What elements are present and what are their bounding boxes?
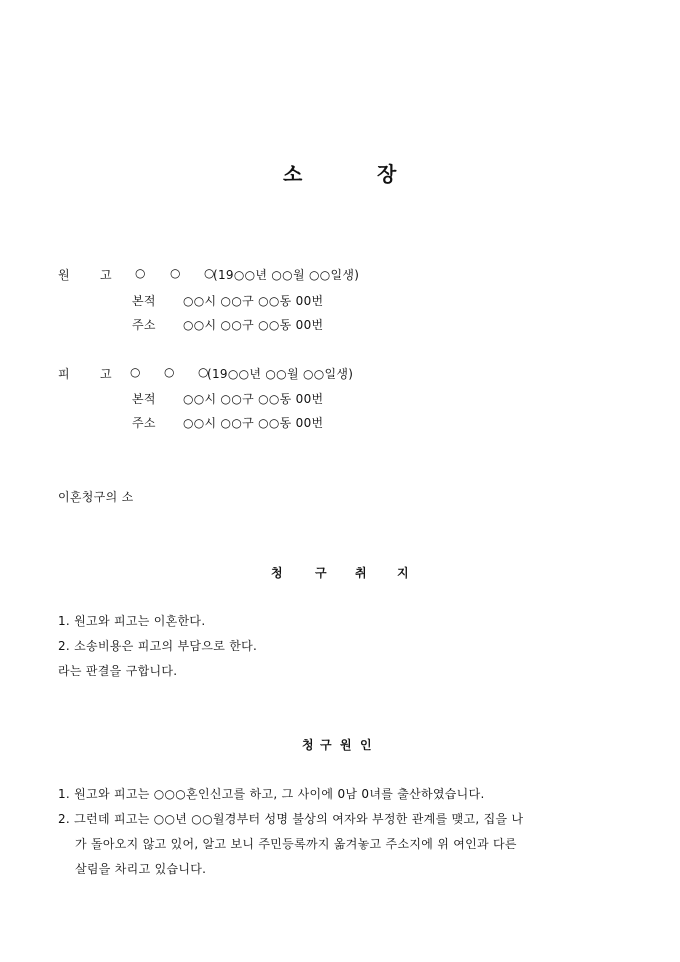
defendant-domicile: ○○시 ○○구 ○○동 00번 xyxy=(183,392,324,406)
defendant-name-3: ○ xyxy=(198,365,209,379)
plaintiff-domicile-label: 본적 xyxy=(132,294,156,308)
defendant-address: ○○시 ○○구 ○○동 00번 xyxy=(183,416,324,430)
claim-purpose-heading-char: 지 xyxy=(397,566,409,580)
claim-purpose-closing: 라는 판결을 구합니다. xyxy=(58,664,178,678)
plaintiff-name-1: ○ xyxy=(135,266,146,280)
defendant-name-2: ○ xyxy=(164,365,175,379)
claim-cause-item-2-line-3: 살림을 차리고 있습니다. xyxy=(75,862,207,876)
plaintiff-name-2: ○ xyxy=(170,266,181,280)
defendant-address-label: 주소 xyxy=(132,416,156,430)
defendant-role-1: 피 xyxy=(58,367,70,381)
claim-purpose-heading-char: 취 xyxy=(355,566,367,580)
claim-purpose-heading-char: 청 xyxy=(271,566,283,580)
defendant-role-2: 고 xyxy=(100,367,112,381)
claim-cause-item-2-line-1: 2. 그런데 피고는 ○○년 ○○월경부터 성명 불상의 여자와 부정한 관계를 맺고, 집을 나 xyxy=(58,812,524,826)
plaintiff-address: ○○시 ○○구 ○○동 00번 xyxy=(183,318,324,332)
title-char-1: 소 xyxy=(283,162,303,186)
claim-purpose-item-2: 2. 소송비용은 피고의 부담으로 한다. xyxy=(58,639,258,653)
claim-cause-heading-char: 인 xyxy=(360,738,372,752)
defendant-name-1: ○ xyxy=(130,365,141,379)
defendant-birth: (19○○년 ○○월 ○○일생) xyxy=(207,367,354,381)
claim-purpose-item-1: 1. 원고와 피고는 이혼한다. xyxy=(58,614,206,628)
case-name: 이혼청구의 소 xyxy=(58,490,134,504)
plaintiff-role-2: 고 xyxy=(100,268,112,282)
claim-cause-heading-char: 청 xyxy=(302,738,314,752)
plaintiff-domicile: ○○시 ○○구 ○○동 00번 xyxy=(183,294,324,308)
claim-purpose-heading-char: 구 xyxy=(315,566,327,580)
defendant-domicile-label: 본적 xyxy=(132,392,156,406)
claim-cause-item-1: 1. 원고와 피고는 ○○○혼인신고를 하고, 그 사이에 0남 0녀를 출산하였습니다. xyxy=(58,787,485,801)
claim-cause-item-2-line-2: 가 돌아오지 않고 있어, 알고 보니 주민등록까지 옮겨놓고 주소지에 위 여인과 다른 xyxy=(75,837,517,851)
title-char-2: 장 xyxy=(377,162,397,186)
claim-cause-heading-char: 구 xyxy=(320,738,332,752)
plaintiff-address-label: 주소 xyxy=(132,318,156,332)
plaintiff-birth: (19○○년 ○○월 ○○일생) xyxy=(213,268,360,282)
plaintiff-name-3: ○ xyxy=(204,266,215,280)
plaintiff-role-1: 원 xyxy=(58,268,70,282)
claim-cause-heading-char: 원 xyxy=(340,738,352,752)
